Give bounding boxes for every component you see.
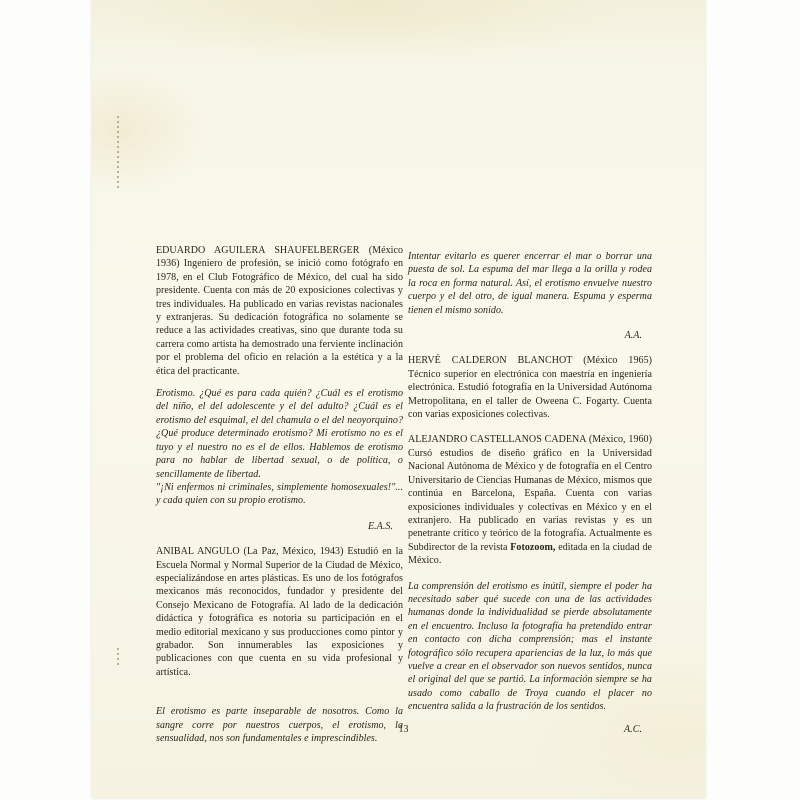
signature-aa: A.A. xyxy=(624,330,642,342)
bio-alejandro-castellanos xyxy=(408,433,652,567)
left-text-column xyxy=(156,244,403,745)
signature-ac: A.C. xyxy=(624,723,642,735)
paper-page xyxy=(92,0,705,798)
right-text-column xyxy=(408,250,652,736)
quote-anibal-angulo-continued: Intentar evitarlo es querer encerrar el mar o borrar una puesta de sol. La espuma del mar llega a la orilla y rodea la roca en forma natural. Así, el erotismo envuelve nuestro cuerpo y el del otro, de igual manera. Espuma y esperma tienen el mismo sonido. xyxy=(408,251,652,316)
bio-alejandro-castellanos-text-end: editada en la ciudad de México. xyxy=(408,541,652,567)
signature-eas: E.A.S. xyxy=(367,520,393,532)
bio-herve-calderon: HERVÉ CALDERON BLANCHOT (México 1965) Técnico superior en electrónica con maestría en ingeniería electrónica. Estudió fotografía en la Universidad Autónoma Metropolitana, en el taller de Oweena C. Fogarty. Cuenta con varias exposiciones colectivas. xyxy=(408,355,652,421)
binding-stitch-mark xyxy=(117,116,119,190)
quote-eduardo-aguilera-part1: Erotismo. ¿Qué es para cada quién? ¿Cuál es el erotismo del niño, el del adolescente y el del adulto? ¿Cuál es el erotismo del esquimal, el del chamula o el del neoyorquino? ¿Qué produce determinado erotismo? Mi erotismo no es el tuyo y el nuestro no es el de ellos. Hablemos de erotismo para no hablar de libertad sexual, o de política, o sencillamente de libertad. xyxy=(156,388,403,480)
fotozoom-magazine-title: Fotozoom, xyxy=(510,541,556,553)
bio-alejandro-castellanos-text: ALEJANDRO CASTELLANOS CADENA (México, 1960) Cursó estudios de diseño gráfico en la Universidad Nacional Autónoma de México y de fotografía en el Centro Universitario de Ciencias Humanas de México, mismos que continúa en Barcelona, España. Cuenta con varias exposiciones individuales y colectivas en México y en el extranjero. Ha publicado en varias revistas y es un penetrante crítico y teórico de la fotografía. Actualmente es Subdirector de la revista xyxy=(408,434,652,553)
binding-stitch-mark xyxy=(117,648,119,666)
page-number: 13 xyxy=(398,724,409,735)
bio-eduardo-aguilera: EDUARDO AGUILERA SHAUFELBERGER (México 1936) Ingeniero de profesión, se inició como fotógrafo en 1978, en el Club Fotográfico de México, del cual ha sido presidente. Cuenta con más de 20 exposiciones colectivas y tres individuales. Ha publicado en varias revistas nacionales y extranjeras. Su dedicación fotográfica no solamente se reduce a las actividades creativas, sino que durante toda su carrera como artista ha demostrado una ferviente inclinación por el problema del oficio en relación a la estética y a la ética del practicante. xyxy=(156,245,403,377)
quote-anibal-angulo-intro: El erotismo es parte inseparable de nosotros. Como la sangre corre por nuestros cuerpos, el erotismo, la sensualidad, nos son fundamentales e imprescindibles. xyxy=(156,706,403,744)
quote-alejandro-castellanos: La comprensión del erotismo es inútil, siempre el poder ha necesitado saber qué sucede con una de las actividades humanas donde la individualidad se pierde absolutamente en el encuentro. Incluso la fotografía ha pretendido entrar en contacto con dicha comprensión; mas el instante fotográfico sólo recupera apariencias de la luz, lo más que vuelve a crear en el observador son nuevos sentidos, nunca el original del que se partió. La información siempre se ha usado como caballo de Troya cuando el placer no encuentra salida a la frustración de los sentidos. xyxy=(408,580,652,713)
bio-anibal-angulo: ANIBAL ANGULO (La Paz, México, 1943) Estudió en la Escuela Normal y Normal Superior de la Ciudad de México, especializándose en artes plásticas. Es uno de los fotógrafos mexicanos más reconocidos, fundador y presidente del Consejo Mexicano de Fotografía. Al lado de la dedicación didáctica y fotográfica es notoria su participación en el medio editorial mexicano y sus producciones como pintor y grabador. Son innumerables las exposiciones y publicaciones con que cuenta en su vida profesional y artística. xyxy=(156,546,403,678)
quote-eduardo-aguilera-part2: "¡Ni enfermos ni criminales, simplemente homosexuales!"... y cada quien con su propio erotismo. xyxy=(156,481,403,507)
